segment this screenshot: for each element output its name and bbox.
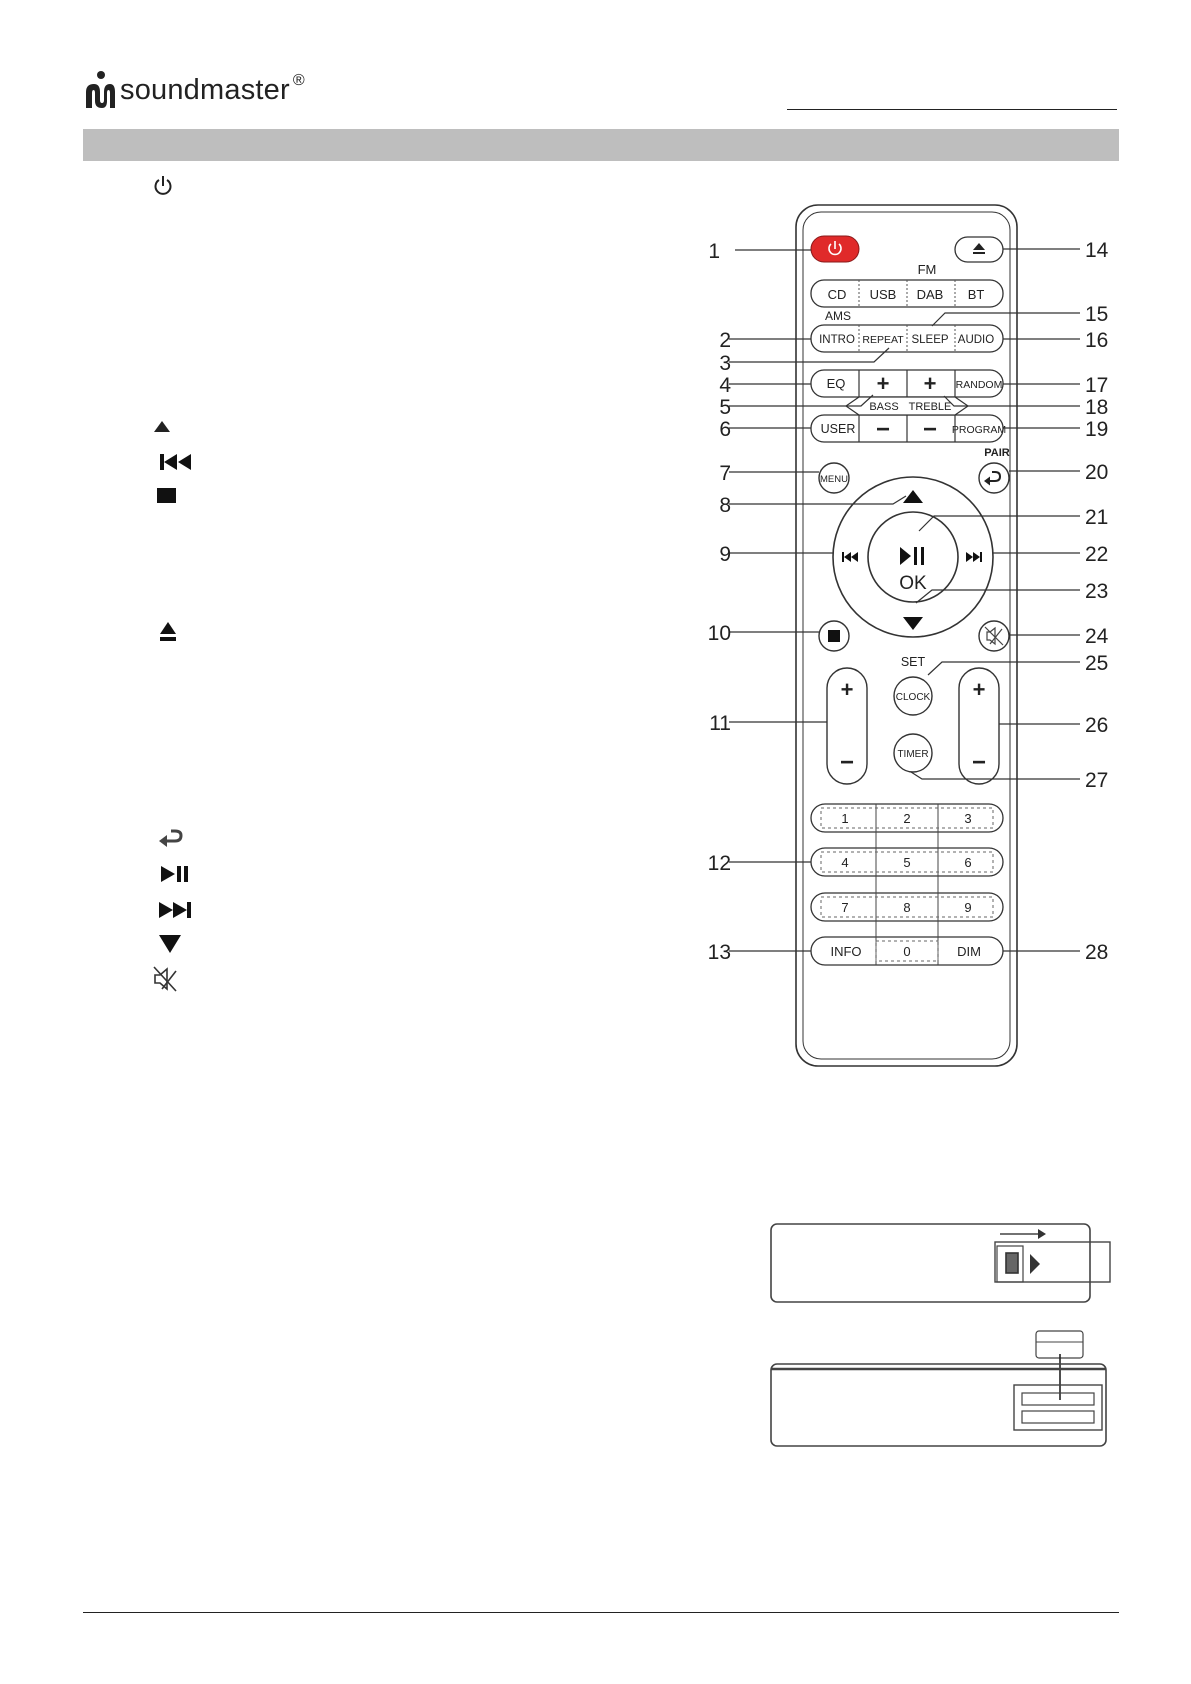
menu-label: MENU [820,474,848,485]
key-5[interactable]: 5 [903,855,911,870]
callout-6: 6 [719,418,731,441]
ams-label: AMS [824,309,852,323]
random-button[interactable]: RANDOM [955,379,1003,391]
callout-8: 8 [719,494,731,517]
key-6[interactable]: 6 [964,855,972,870]
callout-20: 20 [1085,461,1109,484]
callout-9: 9 [719,543,731,566]
stop-icon [156,487,178,505]
timer-label: TIMER [897,749,929,760]
skip-back-icon [159,452,193,472]
callout-2: 2 [719,329,731,352]
footer-rule [83,1612,1119,1613]
remote-stop-symbol [828,630,840,642]
eject-icon [158,620,178,644]
section-heading-bar [83,129,1119,161]
battery-compartment-figure [760,1204,1120,1464]
usb-button[interactable]: USB [869,287,897,302]
soundmaster-logo-icon [84,70,116,110]
pair-return-button[interactable] [979,463,1009,493]
callout-17: 17 [1085,374,1109,397]
callout-11: 11 [709,712,731,735]
clock-label: CLOCK [895,692,931,703]
key-8[interactable]: 8 [903,900,911,915]
down-triangle-icon [158,934,182,954]
skip-forward-icon [158,900,194,920]
eject-triangle-icon [152,420,172,434]
repeat-button[interactable]: REPEAT [862,334,904,346]
brand-logo [84,70,305,110]
key-1[interactable]: 1 [841,811,849,826]
treble-plus-button[interactable]: + [923,371,937,396]
callout-14: 14 [1085,239,1109,262]
header-rule [787,109,1117,110]
fm-label: FM [917,262,937,277]
audio-button[interactable]: AUDIO [957,334,995,346]
cd-button[interactable]: CD [827,287,847,302]
bass-minus-button[interactable]: − [875,416,891,443]
tuning-plus[interactable]: + [972,677,986,702]
tuning-minus[interactable]: − [971,749,987,776]
dab-button[interactable]: DAB [916,287,944,302]
callout-10: 10 [707,622,731,645]
callout-19: 19 [1085,418,1109,441]
volume-plus[interactable]: + [840,677,854,702]
bt-button[interactable]: BT [967,287,985,302]
intro-button[interactable]: INTRO [819,334,855,346]
eq-button[interactable]: EQ [826,376,846,391]
callout-23: 23 [1085,580,1109,603]
key-9[interactable]: 9 [964,900,972,915]
play-pause-icon [160,864,190,884]
return-icon [158,829,184,851]
volume-minus[interactable]: − [839,749,855,776]
info-button[interactable]: INFO [830,944,862,959]
callout-22: 22 [1085,543,1109,566]
dim-button[interactable]: DIM [957,944,981,959]
mute-icon [152,965,178,993]
treble-label: TREBLE [908,401,952,413]
callout-13: 13 [707,941,731,964]
power-icon [153,175,173,197]
key-4[interactable]: 4 [841,855,849,870]
brand-name: soundmaster [120,74,290,106]
sleep-button[interactable]: SLEEP [911,334,949,346]
callout-18: 18 [1085,396,1109,419]
callout-16: 16 [1085,329,1109,352]
treble-minus-button[interactable]: − [922,416,938,443]
slide-direction-arrow [1038,1229,1046,1239]
bass-label: BASS [869,401,899,413]
key-3[interactable]: 3 [964,811,972,826]
callout-24: 24 [1085,625,1109,648]
bass-plus-button[interactable]: + [876,371,890,396]
user-button[interactable]: USER [820,422,856,436]
pair-label: PAIR [984,447,1010,459]
callout-26: 26 [1085,714,1109,737]
key-0[interactable]: 0 [903,944,911,959]
ok-label: OK [899,573,927,594]
callout-27: 27 [1085,769,1109,792]
callout-21: 21 [1085,506,1109,529]
program-button[interactable]: PROGRAM [951,424,1007,436]
callout-25: 25 [1085,652,1109,675]
callout-28: 28 [1085,941,1109,964]
callout-5: 5 [719,396,731,419]
callout-1: 1 [708,240,720,263]
callout-7: 7 [719,462,731,485]
callout-12: 12 [707,852,731,875]
key-2[interactable]: 2 [903,811,911,826]
coin-battery [1036,1331,1083,1358]
callout-15: 15 [1085,303,1109,326]
key-7[interactable]: 7 [841,900,849,915]
callout-4: 4 [719,374,731,397]
callout-3: 3 [719,352,731,375]
trademark-symbol: ® [292,72,305,89]
remote-control-figure [690,195,1130,1075]
set-label: SET [900,655,926,669]
